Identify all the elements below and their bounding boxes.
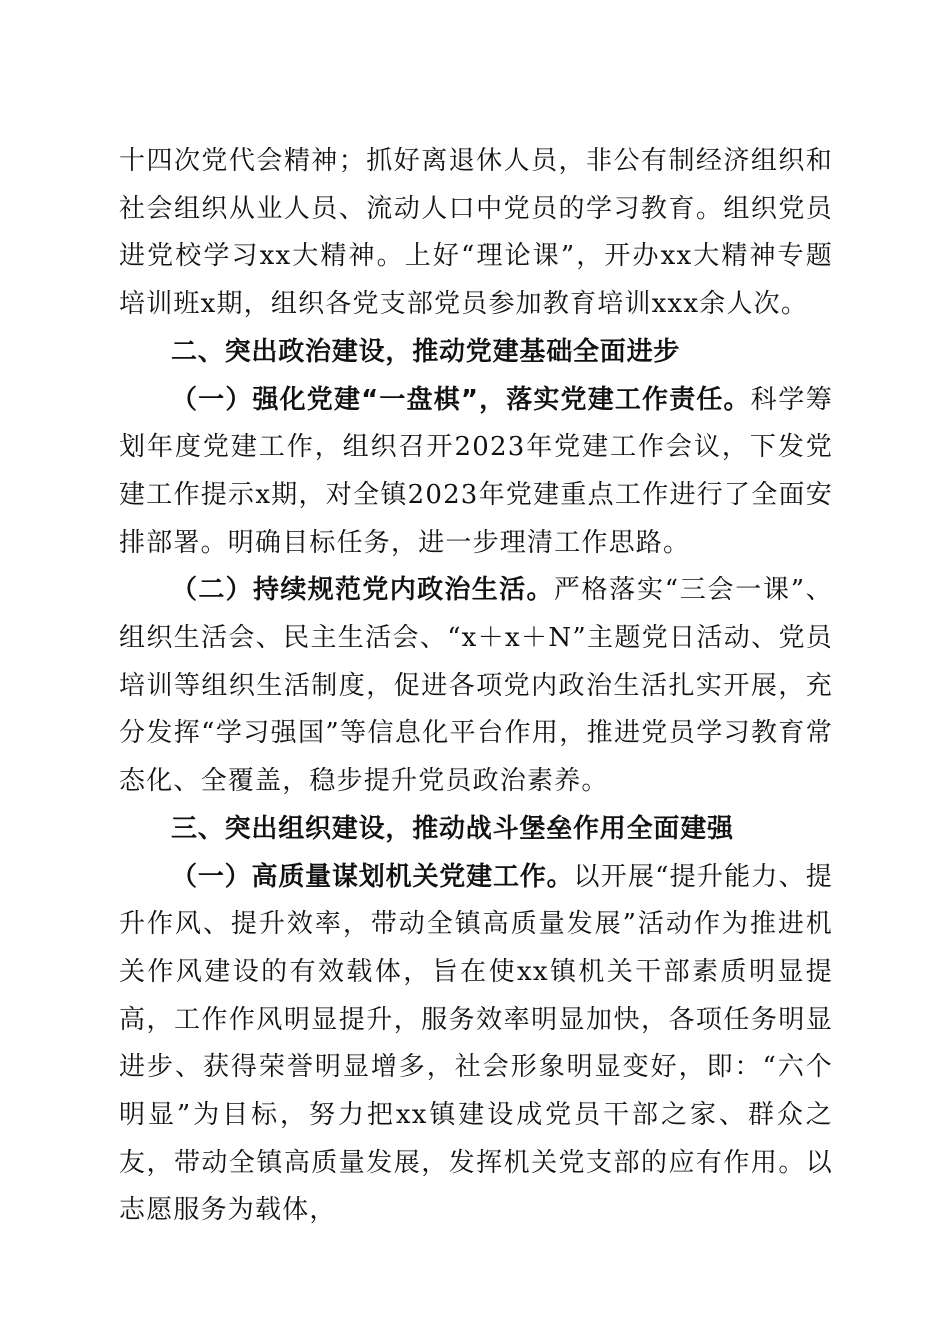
paragraph-lead: （二）持续规范党内政治生活。 [171, 575, 554, 606]
document-body [119, 138, 833, 1235]
section-heading-3: 三、突出组织建设，推动战斗堡垒作用全面建强 [171, 813, 734, 844]
paragraph-continuation: 十四次党代会精神；抓好离退休人员，非公有制经济组织和社会组织从业人员、流动人口中党员的学习教育。组织党员进党校学习xx大精神。上好“理论课”，开办xx大精神专题培训班x期，组织各党支部党员参加教育培训xxx余人次。 [119, 146, 833, 320]
paragraph-text: 以开展“提升能力、提升作风、提升效率，带动全镇高质量发展”活动作为推进机关作风建设的有效载体，旨在使xx镇机关干部素质明显提高，工作作风明显提升，服务效率明显加快，各项任务明显进步、获得荣誉明显增多，社会形象明显变好，即：“六个明显”为目标，努力把xx镇建设成党员干部之家、群众之友，带动全镇高质量发展，发挥机关党支部的应有作用。以志愿服务为载体， [119, 861, 833, 1226]
section-heading-2: 二、突出政治建设，推动党建基础全面进步 [171, 336, 681, 367]
paragraph-organ-party-building [119, 854, 833, 1236]
paragraph-lead: （一）高质量谋划机关党建工作。 [171, 861, 574, 892]
paragraph-political-life [119, 567, 833, 806]
paragraph-text: 科学筹划年度党建工作，组织召开2023年党建工作会议，下发党建工作提示x期，对全镇2023年党建重点工作进行了全面安排部署。明确目标任务，进一步理清工作思路。 [119, 384, 833, 558]
paragraph-text: 严格落实“三会一课”、组织生活会、民主生活会、“x＋x＋N”主题党日活动、党员培训等组织生活制度，促进各项党内政治生活扎实开展，充分发挥“学习强国”等信息化平台作用，推进党员学习教育常态化、全覆盖，稳步提升党员政治素养。 [119, 575, 833, 797]
paragraph-party-building-responsibility [119, 377, 833, 568]
paragraph-lead: （一）强化党建“一盘棋”，落实党建工作责任。 [171, 384, 751, 415]
